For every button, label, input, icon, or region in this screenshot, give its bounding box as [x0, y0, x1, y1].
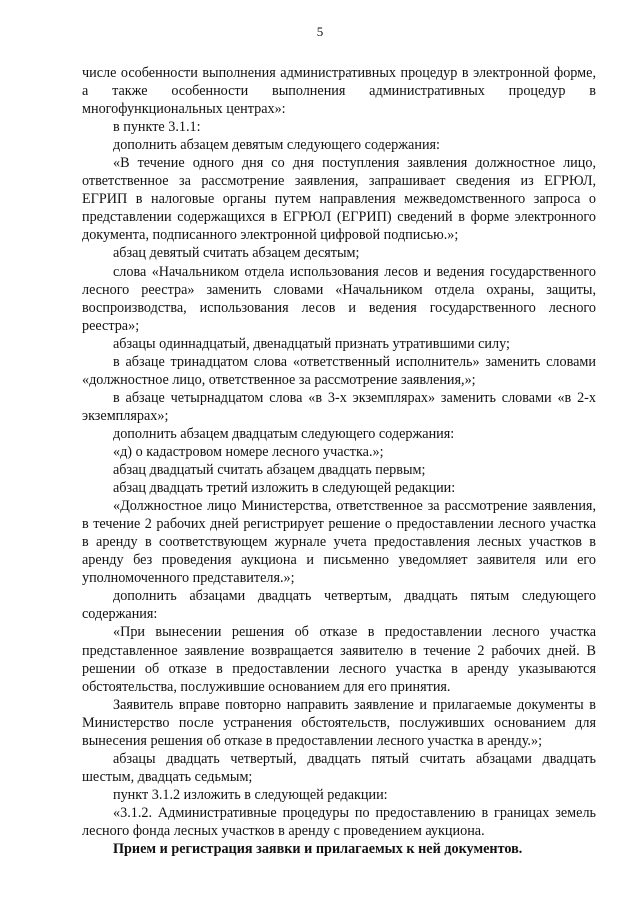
paragraph-2: в пункте 3.1.1: [113, 119, 201, 136]
paragraph-14: «Должностное лицо Министерства, ответственное за рассмотрение заявления, в течение 2 рабочих дней регистрирует решение о предоставлении лесного участка в аренду в соответствующем журнале учета предоставления лесных участков в аренду без проведения аукциона и письменно уведомляет заявителя или его уполномоченного представителя.»; [82, 498, 596, 587]
paragraph-6: слова «Начальником отдела использования лесов и ведения государственного лесного реестра» заменить словами «Начальником отдела охраны, защиты, воспроизводства, использования лесов и ведения государственного лесного реестра»; [82, 263, 596, 334]
paragraph-10: дополнить абзацем двадцатым следующего содержания: [113, 425, 455, 442]
paragraph-16: «При вынесении решения об отказе в предоставлении лесного участка представленное заявление возвращается заявителю в течение 2 рабочих дней. В решении об отказе в предоставлении лесного участка в аренду указываются обстоятельства, послужившие основанием для его принятия. [82, 624, 596, 695]
paragraph-4: «В течение одного дня со дня поступления заявления должностное лицо, ответственное за рассмотрение заявления, запрашивает сведения из ЕГРЮЛ, ЕГРИП в налоговые органы путем направления межведомственного запроса о представлении содержащихся в ЕГРЮЛ (ЕГРИП) сведений в форме электронного документа, подписанного электронной цифровой подписью.»; [82, 155, 596, 244]
paragraph-8: в абзаце тринадцатом слова «ответственный исполнитель» заменить словами «должностное лицо, ответственное за рассмотрение заявления,»; [82, 353, 596, 388]
paragraph-13: абзац двадцать третий изложить в следующей редакции: [113, 480, 456, 497]
paragraph-19: пункт 3.1.2 изложить в следующей редакции: [113, 786, 388, 803]
paragraph-20: «3.1.2. Административные процедуры по предоставлению в границах земель лесного фонда лесных участков в аренду с проведением аукциона. [82, 804, 596, 839]
paragraph-3: дополнить абзацем девятым следующего содержания: [113, 137, 441, 154]
paragraph-1: числе особенности выполнения административных процедур в электронной форме, а также особенности выполнения административных процедур в многофункциональных центрах»: [82, 65, 596, 118]
paragraph-9: в абзаце четырнадцатом слова «в 3-х экземплярах» заменить словами «в 2-х экземплярах»; [82, 389, 596, 424]
section-heading: Прием и регистрация заявки и прилагаемых к ней документов. [113, 841, 523, 858]
paragraph-15: дополнить абзацами двадцать четвертым, двадцать пятым следующего содержания: [82, 588, 596, 623]
paragraph-11: «д) о кадастровом номере лесного участка.»; [113, 443, 384, 460]
paragraph-12: абзац двадцатый считать абзацем двадцать первым; [113, 462, 426, 479]
paragraph-5: абзац девятый считать абзацем десятым; [113, 245, 360, 262]
page-number: 5 [316, 24, 324, 39]
paragraph-17: Заявитель вправе повторно направить заявление и прилагаемые документы в Министерство после устранения обстоятельств, послуживших основанием для вынесения решения об отказе в предоставлении лесного участка в аренду.»; [82, 696, 596, 749]
paragraph-7: абзацы одиннадцатый, двенадцатый признать утратившими силу; [113, 335, 510, 352]
paragraph-18: абзацы двадцать четвертый, двадцать пятый считать абзацами двадцать шестым, двадцать седьмым; [82, 750, 596, 785]
document-body [82, 64, 596, 858]
